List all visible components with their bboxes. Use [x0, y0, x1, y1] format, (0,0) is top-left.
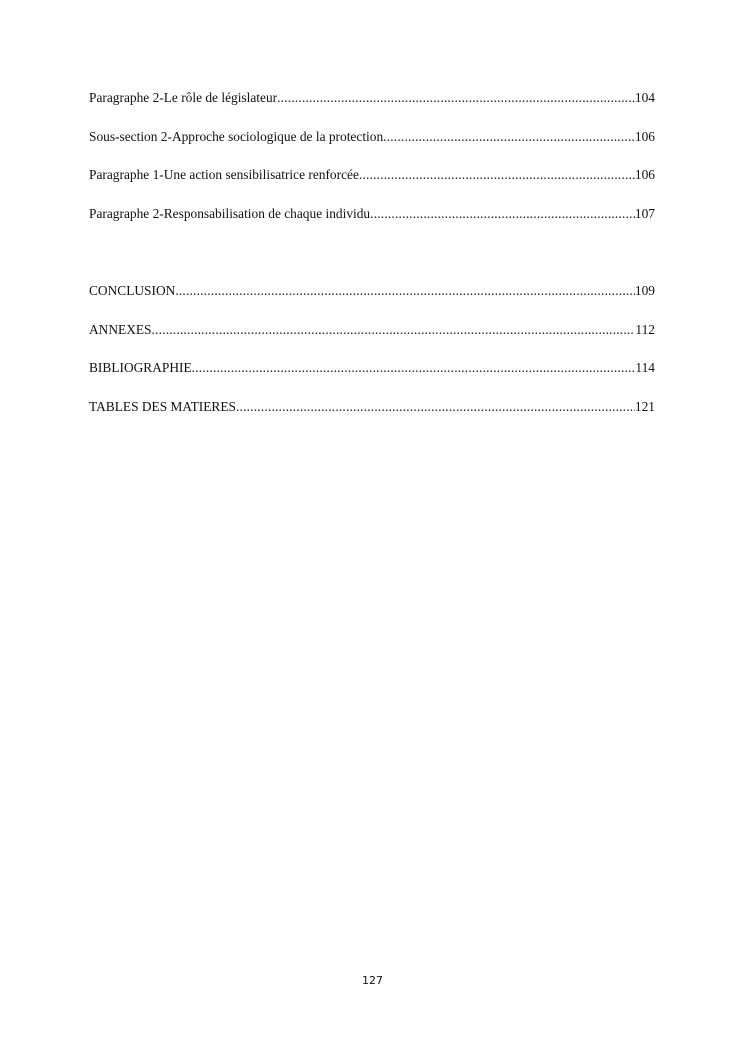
toc-dot-leader: [192, 358, 636, 377]
toc-entry-page: 104: [634, 90, 655, 105]
toc-entry-title: Paragraphe 2-Responsabilisation de chaque individu: [89, 205, 371, 221]
toc-entry-page: 106: [634, 167, 655, 182]
toc-entry-page: 107: [634, 205, 655, 221]
toc-section-entries: [89, 88, 655, 242]
toc-entry: [89, 281, 655, 300]
toc-entry-title: Sous-section 2-Approche sociologique de la protection: [89, 128, 384, 144]
toc-entry: [89, 165, 655, 184]
toc-dot-leader: [277, 88, 635, 107]
toc-entry-title: BIBLIOGRAPHIE: [89, 360, 192, 375]
toc-entry: [89, 127, 655, 146]
toc-entry: [89, 397, 655, 416]
toc-entry-title: Paragraphe 1-Une action sensibilisatrice renforcée: [89, 167, 359, 182]
toc-entry-title: Paragraphe 2-Le rôle de législateur: [89, 90, 278, 105]
toc-entry-page: 112: [635, 321, 655, 337]
page-number: 127: [362, 974, 383, 987]
toc-entry-title: TABLES DES MATIERES: [89, 398, 236, 414]
toc-entry: [89, 88, 655, 107]
toc-back-matter-entries: [89, 281, 655, 435]
toc-entry-page: 106: [634, 128, 655, 144]
toc-dot-leader: [175, 281, 635, 300]
toc-entry-title: ANNEXES: [89, 321, 152, 337]
toc-dot-leader: [152, 320, 636, 339]
toc-entry: [89, 204, 655, 223]
toc-dot-leader: [359, 165, 635, 184]
toc-entry-page: 114: [635, 360, 655, 375]
toc-entry-page: 109: [634, 283, 655, 298]
toc-entry-title: CONCLUSION: [89, 283, 176, 298]
toc-entry: [89, 320, 655, 339]
toc-dot-leader: [370, 204, 635, 223]
toc-dot-leader: [383, 127, 635, 146]
toc-dot-leader: [236, 397, 635, 416]
toc-entry-page: 121: [634, 398, 655, 414]
toc-entry: [89, 358, 655, 377]
